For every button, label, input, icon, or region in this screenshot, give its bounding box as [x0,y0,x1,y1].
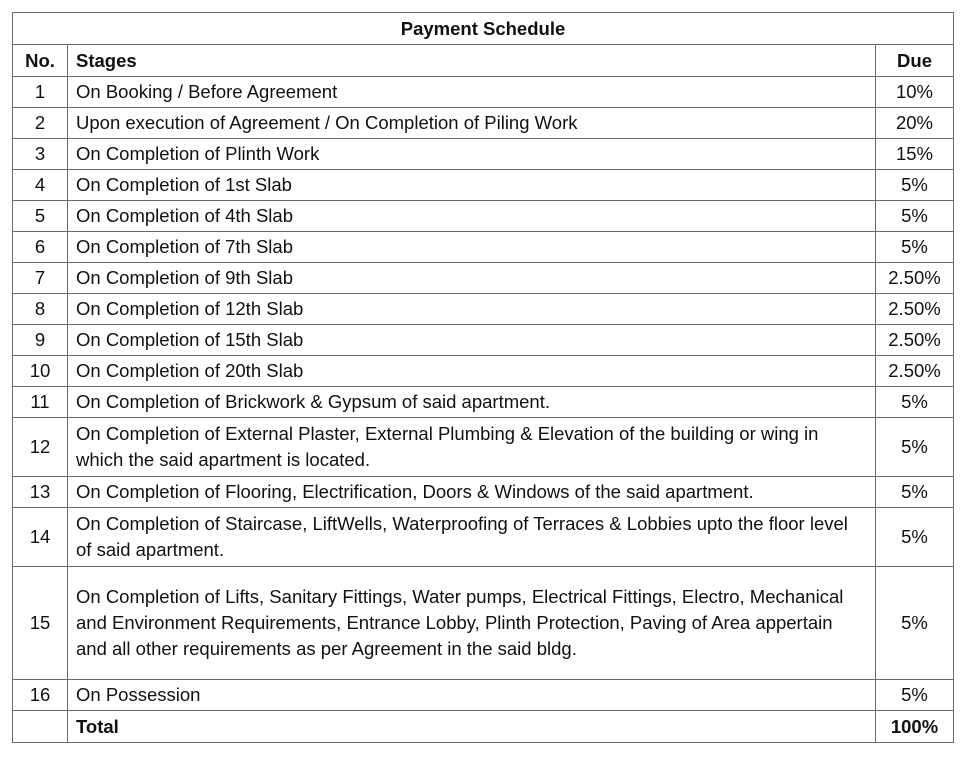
row-stage: On Completion of 7th Slab [68,232,876,263]
row-no: 16 [13,680,68,711]
row-stage: On Completion of 15th Slab [68,325,876,356]
row-no: 13 [13,477,68,508]
row-no: 2 [13,108,68,139]
row-stage: Upon execution of Agreement / On Completion of Piling Work [68,108,876,139]
table-row [13,418,954,477]
total-no-cell [13,711,68,743]
table-row [13,508,954,567]
row-stage: On Completion of Brickwork & Gypsum of said apartment. [68,387,876,418]
row-no: 8 [13,294,68,325]
row-no: 5 [13,201,68,232]
row-stage: On Completion of External Plaster, External Plumbing & Elevation of the building or wing in which the said apartment is located. [68,418,876,477]
table-row [13,325,954,356]
row-due: 5% [876,508,954,567]
row-stage: On Completion of 4th Slab [68,201,876,232]
row-stage: On Booking / Before Agreement [68,77,876,108]
table-row [13,108,954,139]
table-row [13,263,954,294]
row-stage: On Completion of Flooring, Electrification, Doors & Windows of the said apartment. [68,477,876,508]
row-due: 5% [876,567,954,680]
table-row [13,170,954,201]
row-stage: On Completion of Lifts, Sanitary Fittings, Water pumps, Electrical Fittings, Electro, Mechanical and Environment Requirements, Entrance Lobby, Plinth Protection, Paving of Area appertain and all other requirements as per Agreement in the said bldg. [68,567,876,680]
row-due: 10% [876,77,954,108]
row-due: 5% [876,232,954,263]
row-no: 11 [13,387,68,418]
payment-schedule [12,12,953,743]
table-row [13,680,954,711]
row-stage: On Completion of 1st Slab [68,170,876,201]
table-row [13,139,954,170]
row-due: 2.50% [876,294,954,325]
payment-schedule-table [12,12,954,743]
row-stage: On Completion of 9th Slab [68,263,876,294]
row-due: 2.50% [876,356,954,387]
row-no: 1 [13,77,68,108]
row-due: 5% [876,387,954,418]
row-due: 2.50% [876,263,954,294]
table-row [13,477,954,508]
table-row [13,201,954,232]
row-due: 2.50% [876,325,954,356]
row-no: 9 [13,325,68,356]
row-no: 7 [13,263,68,294]
row-stage: On Completion of Plinth Work [68,139,876,170]
row-no: 6 [13,232,68,263]
row-due: 5% [876,170,954,201]
row-due: 15% [876,139,954,170]
table-row [13,294,954,325]
row-stage: On Possession [68,680,876,711]
row-due: 5% [876,680,954,711]
table-title: Payment Schedule [13,13,954,45]
row-due: 5% [876,418,954,477]
row-due: 20% [876,108,954,139]
column-header-stages: Stages [68,45,876,77]
total-label: Total [68,711,876,743]
row-stage: On Completion of 20th Slab [68,356,876,387]
row-no: 12 [13,418,68,477]
table-row [13,387,954,418]
row-no: 15 [13,567,68,680]
header-row [13,45,954,77]
row-no: 3 [13,139,68,170]
row-no: 4 [13,170,68,201]
total-due: 100% [876,711,954,743]
row-no: 14 [13,508,68,567]
title-row [13,13,954,45]
column-header-no: No. [13,45,68,77]
table-row [13,77,954,108]
table-row [13,356,954,387]
row-due: 5% [876,201,954,232]
row-no: 10 [13,356,68,387]
row-stage: On Completion of 12th Slab [68,294,876,325]
table-row [13,567,954,680]
table-row [13,232,954,263]
row-stage: On Completion of Staircase, LiftWells, Waterproofing of Terraces & Lobbies upto the floor level of said apartment. [68,508,876,567]
row-due: 5% [876,477,954,508]
total-row [13,711,954,743]
column-header-due: Due [876,45,954,77]
